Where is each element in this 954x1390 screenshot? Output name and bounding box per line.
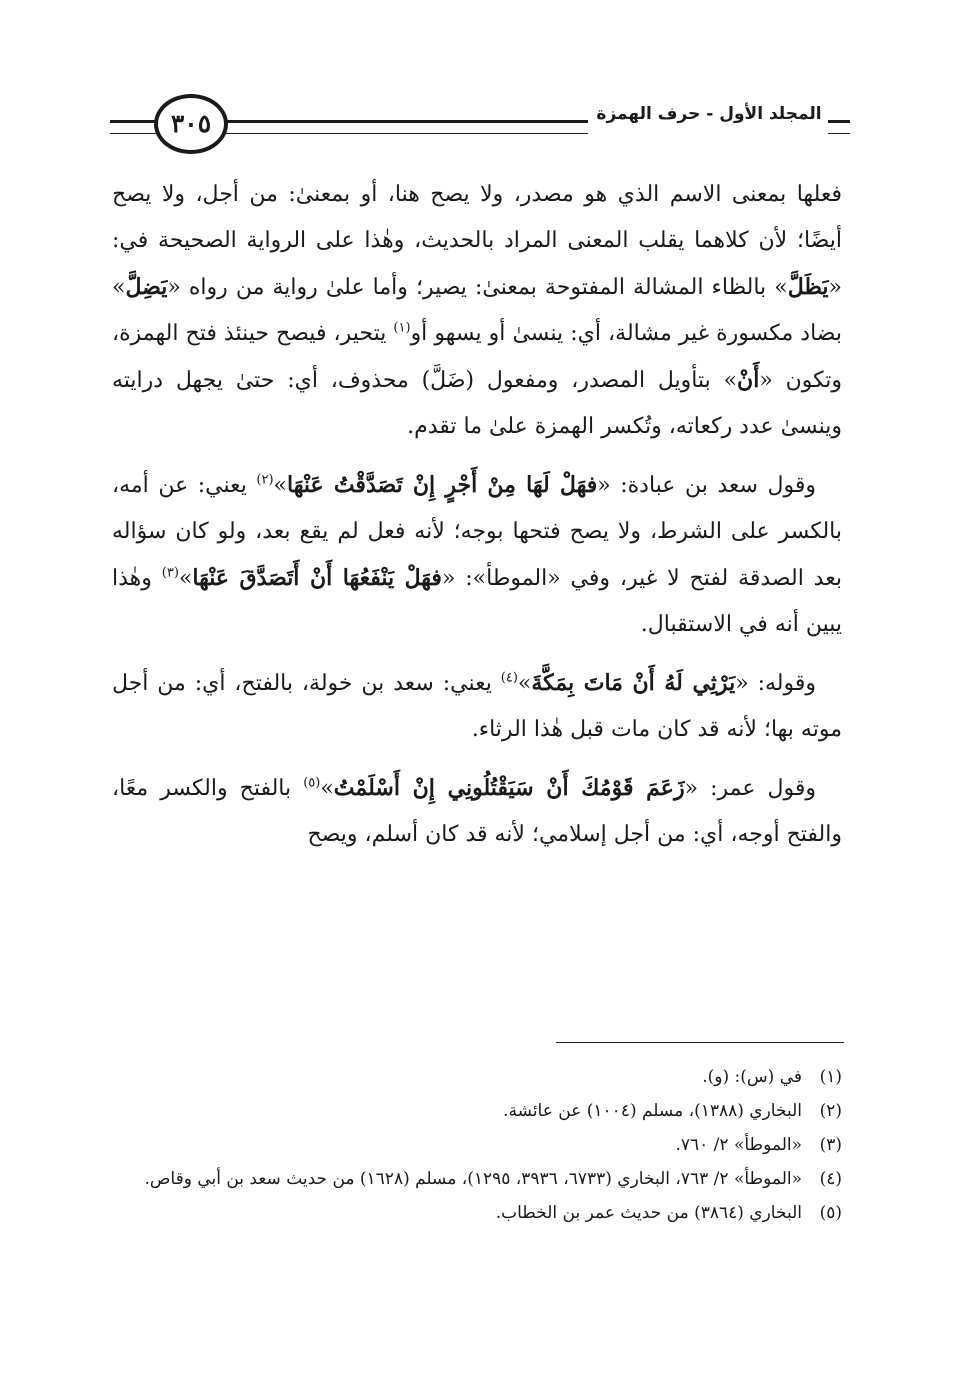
main-text — [112, 172, 842, 870]
running-title: المجلد الأول - حرف الهمزة — [596, 104, 822, 124]
footnote — [112, 1162, 842, 1196]
footnote-text: البخاري (١٣٨٨)، مسلم (١٠٠٤) عن عائشة. — [503, 1101, 802, 1121]
page-header — [110, 88, 850, 168]
text-run: يعني: سعد بن خولة، بالفتح، أي: من أجل موته بها؛ لأنه قد كان مات قبل هٰذا الرثاء. — [112, 671, 842, 742]
header-rule-right — [828, 120, 850, 134]
footnote — [112, 1094, 842, 1128]
footnote-ref: (١) — [393, 320, 411, 336]
footnote-text: البخاري (٣٨٦٤) من حديث عمر بن الخطاب. — [495, 1203, 802, 1223]
footnote-text: «الموطأ» ٢/ ٧٦٠. — [675, 1135, 802, 1155]
footnote-text: «الموطأ» ٢/ ٧٦٣، البخاري (٦٧٣٣، ٣٩٣٦، ١٢٩٥)، مسلم (١٦٢٨) من حديث سعد بن أبي وقاص. — [144, 1169, 802, 1189]
hadith-quote: يَرْثِي لَهُ أَنْ مَاتَ بِمَكَّةَ — [531, 670, 736, 696]
footnote — [112, 1128, 842, 1162]
text-run: » — [517, 671, 532, 696]
hadith-quote: فهَلْ يَنْفَعُهَا أَنْ أَتَصَدَّقَ عَنْهَا — [192, 565, 442, 591]
text-run: » بالظاء المشالة المفتوحة بمعنىٰ: يصير؛ وأما علىٰ رواية من رواه « — [167, 275, 788, 300]
footnote-number: (٤) — [819, 1169, 842, 1189]
text-run: » — [273, 473, 288, 498]
footnote-number: (٥) — [819, 1203, 842, 1223]
text-run: بالفتح والكسر معًا، والفتح أوجه، أي: من أجل إسلامي؛ لأنه قد كان أسلم، ويصح — [112, 776, 842, 847]
text-run: يعني: عن أمه، بالكسر على الشرط، ولا يصح فتحها بوجه؛ لأنه فعل لم يقع بعد، ولو كان سؤاله بعد الصدقة لفتح لا غير، وفي «الموطأ»: « — [112, 473, 842, 591]
quoted-word: يَضِلَّ — [125, 274, 168, 300]
hadith-quote: زَعَمَ قَوْمُكَ أَنْ سَيَقْتُلُونِي إِنْ أَسْلَمْتُ — [333, 775, 685, 801]
footnote-number: (٣) — [819, 1135, 842, 1155]
header-rule-middle — [222, 120, 588, 134]
footnote-ref: (٣) — [161, 565, 179, 581]
text-run: وقول سعد بن عبادة: « — [597, 473, 816, 498]
text-run: » — [178, 566, 193, 591]
page-number: ٣٠٥ — [154, 94, 228, 154]
text-run: يتحير، فيصح حينئذ فتح الهمزة، وتكون « — [112, 321, 843, 393]
footnote-ref: (٤) — [500, 670, 518, 686]
footnote-number: (١) — [819, 1067, 842, 1087]
text-run: فعلها بمعنى الاسم الذي هو مصدر، ولا يصح هنا، أو بمعنىٰ: من أجل، ولا يصح أيضًا؛ لأن كلاهما يقلب المعنى المراد بالحديث، وهٰذا على الرواية الصحيحة في: « — [112, 182, 842, 300]
paragraph — [112, 660, 842, 753]
text-run: وقول عمر: « — [684, 776, 816, 801]
footnote-number: (٢) — [819, 1101, 842, 1121]
quoted-word: يَظَلَّ — [787, 274, 829, 300]
footnotes — [112, 1060, 842, 1230]
text-run: » — [320, 776, 334, 801]
footnote-separator — [556, 1042, 844, 1043]
paragraph — [112, 172, 842, 450]
footnote — [112, 1196, 842, 1230]
footnote-text: في (س): (و). — [702, 1067, 802, 1087]
hadith-quote: فهَلْ لَهَا مِنْ أَجْرٍ إِنْ تَصَدَّقْتُ عَنْهَا — [287, 472, 598, 498]
footnote-ref: (٥) — [303, 775, 321, 791]
paragraph — [112, 765, 842, 858]
text-run: وهٰذا يبين أنه في الاستقبال. — [112, 566, 842, 637]
text-run: » بضاد مكسورة غير مشالة، أي: ينسىٰ أو يسهو أو — [112, 275, 842, 346]
header-rule-left — [110, 120, 160, 134]
footnote-ref: (٢) — [256, 472, 274, 488]
footnote — [112, 1060, 842, 1094]
quoted-word: أَنْ — [737, 367, 760, 393]
paragraph — [112, 462, 842, 648]
text-run: وقوله: « — [735, 671, 816, 696]
text-run: » بتأويل المصدر، ومفعول (ضَلَّ) محذوف، أي: حتىٰ يجهل درايته وينسىٰ عدد ركعاته، وتُكسر الهمزة علىٰ ما تقدم. — [112, 368, 842, 439]
